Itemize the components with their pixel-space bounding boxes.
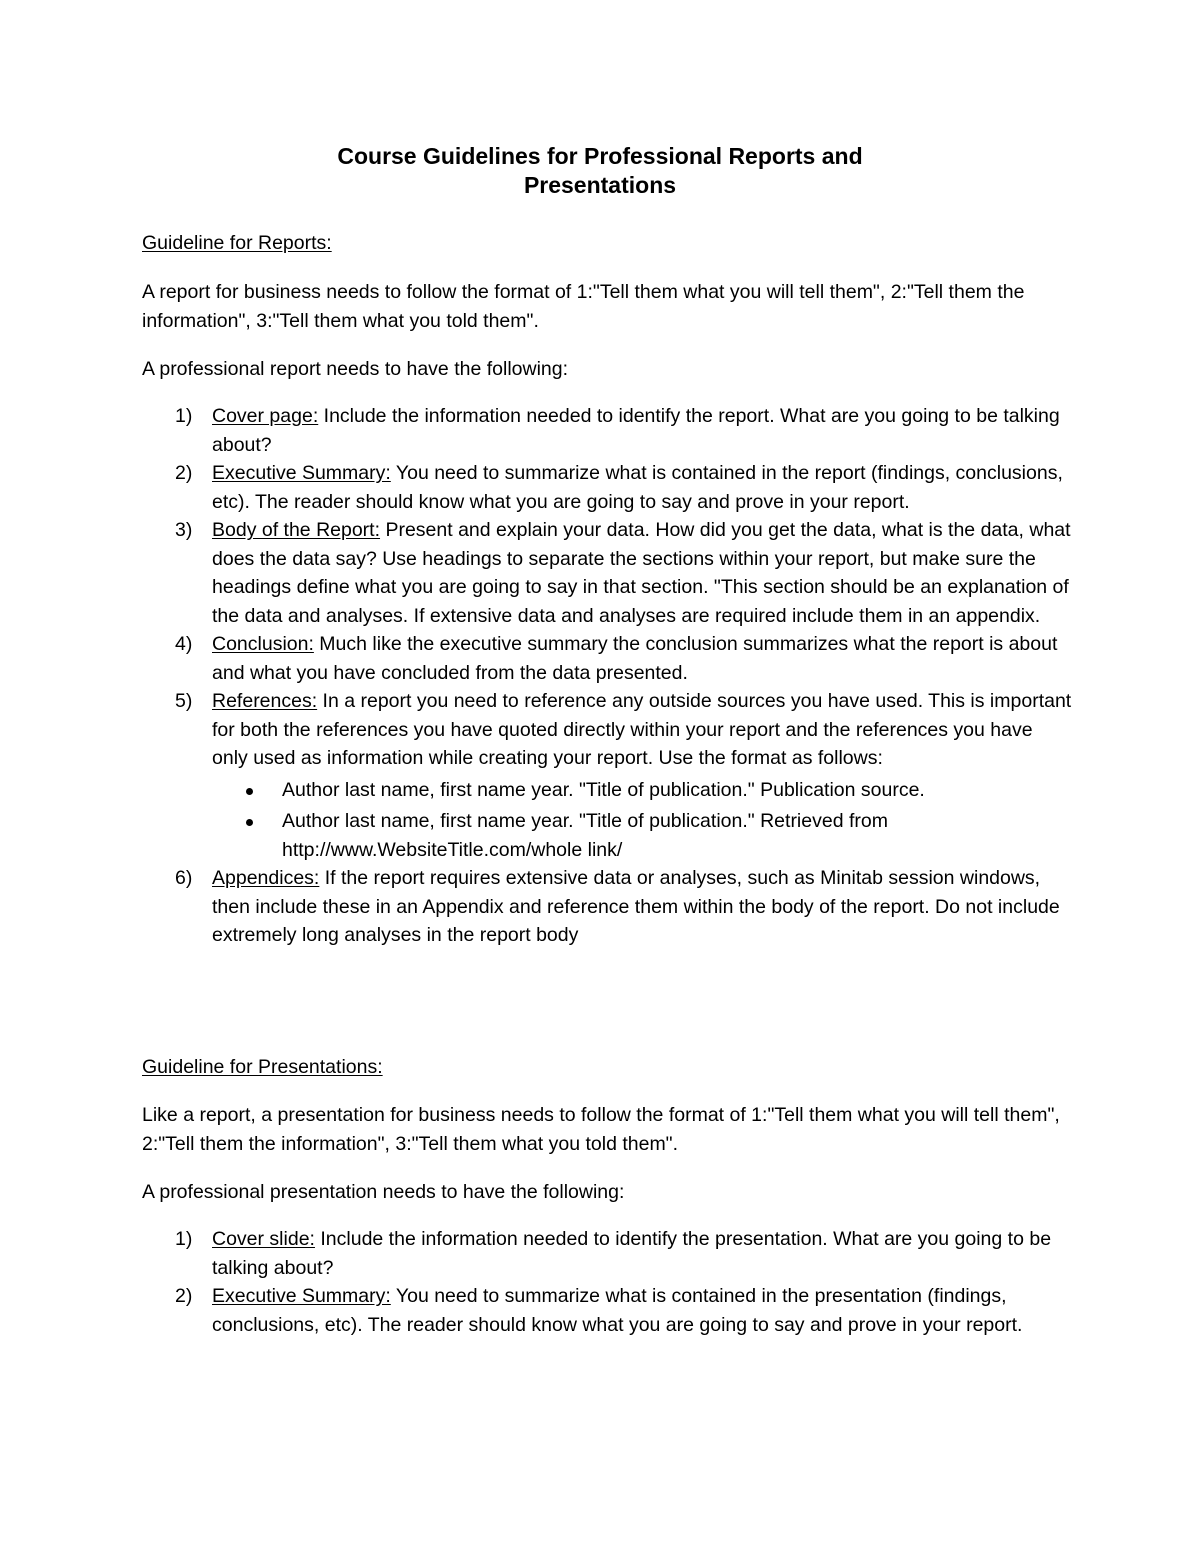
item-number: 6) bbox=[175, 867, 193, 889]
item-label: Appendices: bbox=[212, 867, 320, 889]
title-line-2: Presentations bbox=[523, 172, 677, 198]
report-item-cover-page bbox=[142, 402, 1072, 459]
item-text: Present and explain your data. How did you get the data, what is the data, what does the data say? Use headings to separate the sections within your report, but make sure the headings define what you are going to say in that section. "This section should be an explanation of the data and analyses. If extensive data and analyses are required include them in an appendix. bbox=[212, 519, 1071, 627]
item-text: In a report you need to reference any outside sources you have used. This is important for both the references you have quoted directly within your report and the references you have only used as information while creating your report. Use the format as follows: bbox=[212, 690, 1072, 769]
item-number: 3) bbox=[175, 519, 193, 541]
document-title bbox=[200, 142, 1000, 200]
report-item-body bbox=[142, 516, 1072, 630]
item-label: Cover page: bbox=[212, 405, 319, 427]
item-text: You need to summarize what is contained in the report (findings, conclusions, etc). The reader should know what you are going to say and prove in your report. bbox=[212, 462, 1063, 513]
title-line-1: Course Guidelines for Professional Reports and bbox=[337, 143, 863, 169]
bullet-icon bbox=[246, 819, 253, 826]
item-number: 2) bbox=[175, 462, 193, 484]
item-label: Conclusion: bbox=[212, 633, 314, 655]
report-item-appendices bbox=[142, 864, 1072, 950]
presentations-list bbox=[142, 1225, 1072, 1339]
item-label: Cover slide: bbox=[212, 1228, 315, 1250]
item-number: 1) bbox=[175, 1228, 193, 1250]
item-label: Executive Summary: bbox=[212, 1285, 391, 1307]
item-text: Include the information needed to identify the report. What are you going to be talking about? bbox=[212, 405, 1060, 456]
item-number: 1) bbox=[175, 405, 193, 427]
presentation-item-executive-summary bbox=[142, 1282, 1072, 1339]
reference-format-item bbox=[142, 776, 1072, 805]
reference-format-text: Author last name, first name year. "Title of publication." Publication source. bbox=[282, 778, 925, 801]
report-item-conclusion bbox=[142, 630, 1072, 687]
reference-format-text: Author last name, first name year. "Title of publication." Retrieved from http://www.WebsiteTitle.com/whole link/ bbox=[282, 810, 888, 861]
reference-format-item bbox=[142, 807, 1072, 864]
item-label: References: bbox=[212, 690, 318, 712]
presentations-heading: Guideline for Presentations: bbox=[142, 1056, 383, 1078]
reports-heading: Guideline for Reports: bbox=[142, 232, 332, 254]
item-number: 4) bbox=[175, 633, 193, 655]
item-number: 2) bbox=[175, 1285, 193, 1307]
reports-list bbox=[142, 402, 1072, 950]
presentation-item-cover-slide bbox=[142, 1225, 1072, 1282]
item-text: You need to summarize what is contained in the presentation (findings, conclusions, etc). The reader should know what you are going to say and prove in your report. bbox=[212, 1285, 1023, 1336]
presentations-lead: A professional presentation needs to have the following: bbox=[142, 1181, 625, 1203]
item-label: Body of the Report: bbox=[212, 519, 381, 541]
reports-intro: A report for business needs to follow the format of 1:"Tell them what you will tell them", 2:"Tell them the information", 3:"Tell them what you told them". bbox=[142, 281, 1025, 332]
reference-format-list bbox=[142, 776, 1072, 865]
report-item-references bbox=[142, 687, 1072, 864]
item-number: 5) bbox=[175, 690, 193, 712]
presentations-intro: Like a report, a presentation for business needs to follow the format of 1:"Tell them what you will tell them", 2:"Tell them the information", 3:"Tell them what you told them". bbox=[142, 1104, 1060, 1155]
item-text: If the report requires extensive data or analyses, such as Minitab session windows, then include these in an Appendix and reference them within the body of the report. Do not include extremely long analyses in the report body bbox=[212, 867, 1060, 946]
item-text: Include the information needed to identify the presentation. What are you going to be talking about? bbox=[212, 1228, 1052, 1279]
item-text: Much like the executive summary the conclusion summarizes what the report is about and what you have concluded from the data presented. bbox=[212, 633, 1058, 684]
bullet-icon bbox=[246, 788, 253, 795]
reports-lead: A professional report needs to have the following: bbox=[142, 358, 569, 380]
report-item-executive-summary bbox=[142, 459, 1072, 516]
item-label: Executive Summary: bbox=[212, 462, 391, 484]
